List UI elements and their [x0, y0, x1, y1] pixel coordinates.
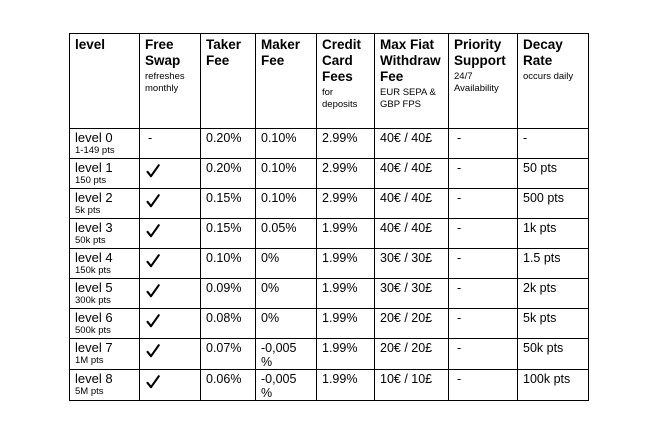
col-header-title: Taker Fee	[206, 37, 242, 68]
col-header-level	[70, 34, 140, 129]
level-points: 150k pts	[75, 265, 111, 276]
col-header-priority-support	[449, 34, 518, 129]
checkmark-icon	[145, 253, 161, 269]
taker-fee-cell	[201, 219, 256, 249]
fiat-withdraw-fee-cell	[375, 189, 449, 219]
col-header-title: Credit Card Fees	[322, 37, 362, 84]
col-header-subtitle: EUR SEPA & GBP FPS	[380, 87, 436, 110]
credit-card-fee-cell	[317, 159, 375, 189]
maker-fee-cell	[256, 129, 317, 159]
priority-support-cell	[449, 370, 518, 401]
maker-fee-value: 0%	[261, 311, 280, 325]
maker-fee-cell	[256, 249, 317, 279]
col-header-taker-fee	[201, 34, 256, 129]
priority-support-cell	[449, 189, 518, 219]
maker-fee-cell	[256, 219, 317, 249]
taker-fee-value: 0.07%	[206, 341, 242, 355]
priority-support-value: -	[457, 311, 462, 325]
taker-fee-value: 0.10%	[206, 251, 242, 265]
taker-fee-value: 0.06%	[206, 372, 242, 386]
fiat-withdraw-fee-value: 20€ / 20£	[380, 341, 433, 355]
credit-card-fee-value: 1.99%	[322, 221, 358, 235]
col-header-title: Free Swap	[145, 37, 181, 68]
credit-card-fee-value: 1.99%	[322, 281, 358, 295]
maker-fee-cell	[256, 370, 317, 401]
priority-support-value: -	[457, 131, 462, 145]
table-row	[70, 309, 589, 339]
maker-fee-value: -0,005 %	[261, 341, 297, 369]
free-swap-cell	[140, 159, 201, 189]
level-name: level 4	[75, 250, 113, 265]
table-row	[70, 129, 589, 159]
fiat-withdraw-fee-cell	[375, 159, 449, 189]
level-name: level 7	[75, 340, 113, 355]
level-cell	[70, 339, 140, 370]
credit-card-fee-value: 1.99%	[322, 372, 358, 386]
taker-fee-value: 0.09%	[206, 281, 242, 295]
table-row	[70, 189, 589, 219]
priority-support-cell	[449, 249, 518, 279]
level-name: level 5	[75, 280, 113, 295]
fiat-withdraw-fee-value: 30€ / 30£	[380, 281, 433, 295]
level-name: level 0	[75, 130, 113, 145]
fiat-withdraw-fee-cell	[375, 219, 449, 249]
col-header-title: level	[75, 37, 106, 52]
col-header-title: Maker Fee	[261, 37, 301, 68]
priority-support-cell	[449, 339, 518, 370]
decay-rate-value: 1k pts	[523, 221, 557, 235]
maker-fee-value: 0.10%	[261, 161, 297, 175]
level-name: level 2	[75, 190, 113, 205]
taker-fee-value: 0.15%	[206, 221, 242, 235]
level-cell	[70, 219, 140, 249]
col-header-subtitle: for deposits	[322, 87, 358, 110]
fiat-withdraw-fee-value: 10€ / 10£	[380, 372, 433, 386]
checkmark-icon	[145, 223, 161, 239]
col-header-subtitle: refreshes monthly	[145, 71, 185, 94]
taker-fee-value: 0.08%	[206, 311, 242, 325]
maker-fee-cell	[256, 309, 317, 339]
level-points: 300k pts	[75, 295, 111, 306]
col-header-credit-card-fees	[317, 34, 375, 129]
credit-card-fee-value: 2.99%	[322, 161, 358, 175]
fiat-withdraw-fee-value: 40€ / 40£	[380, 191, 433, 205]
fiat-withdraw-fee-cell	[375, 309, 449, 339]
fiat-withdraw-fee-cell	[375, 370, 449, 401]
level-cell	[70, 249, 140, 279]
decay-rate-value: -	[523, 131, 528, 145]
level-points: 150 pts	[75, 175, 107, 186]
credit-card-fee-value: 2.99%	[322, 191, 358, 205]
free-swap-value: -	[148, 131, 153, 145]
col-header-title: Max Fiat Withdraw Fee	[380, 37, 441, 84]
checkmark-icon	[145, 343, 161, 359]
level-points: 5k pts	[75, 205, 101, 216]
maker-fee-value: 0.10%	[261, 191, 297, 205]
taker-fee-cell	[201, 129, 256, 159]
checkmark-icon	[145, 193, 161, 209]
credit-card-fee-cell	[317, 309, 375, 339]
free-swap-cell	[140, 309, 201, 339]
maker-fee-cell	[256, 189, 317, 219]
credit-card-fee-cell	[317, 129, 375, 159]
free-swap-cell	[140, 279, 201, 309]
level-points: 50k pts	[75, 235, 106, 246]
decay-rate-value: 50k pts	[523, 341, 564, 355]
maker-fee-value: 0.10%	[261, 131, 297, 145]
priority-support-cell	[449, 279, 518, 309]
col-header-subtitle: 24/7 Availability	[454, 71, 499, 94]
taker-fee-cell	[201, 159, 256, 189]
priority-support-cell	[449, 159, 518, 189]
priority-support-value: -	[457, 221, 462, 235]
taker-fee-cell	[201, 279, 256, 309]
decay-rate-value: 500 pts	[523, 191, 565, 205]
level-points: 1-149 pts	[75, 145, 115, 156]
credit-card-fee-value: 1.99%	[322, 341, 358, 355]
free-swap-cell	[140, 339, 201, 370]
priority-support-value: -	[457, 281, 462, 295]
taker-fee-cell	[201, 370, 256, 401]
maker-fee-value: 0%	[261, 281, 280, 295]
table-row	[70, 370, 589, 401]
col-header-maker-fee	[256, 34, 317, 129]
fiat-withdraw-fee-cell	[375, 339, 449, 370]
decay-rate-value: 2k pts	[523, 281, 557, 295]
level-points: 500k pts	[75, 325, 111, 336]
fee-tier-table	[69, 33, 589, 401]
taker-fee-cell	[201, 339, 256, 370]
level-cell	[70, 370, 140, 401]
level-name: level 6	[75, 310, 113, 325]
priority-support-value: -	[457, 191, 462, 205]
priority-support-value: -	[457, 161, 462, 175]
priority-support-value: -	[457, 372, 462, 386]
table-row	[70, 339, 589, 370]
taker-fee-cell	[201, 189, 256, 219]
fiat-withdraw-fee-value: 20€ / 20£	[380, 311, 433, 325]
decay-rate-cell	[518, 249, 589, 279]
decay-rate-cell	[518, 219, 589, 249]
col-header-title: Decay Rate	[523, 37, 563, 68]
credit-card-fee-value: 1.99%	[322, 311, 358, 325]
free-swap-cell	[140, 249, 201, 279]
priority-support-value: -	[457, 251, 462, 265]
table-row	[70, 249, 589, 279]
credit-card-fee-cell	[317, 219, 375, 249]
decay-rate-cell	[518, 129, 589, 159]
priority-support-cell	[449, 219, 518, 249]
maker-fee-value: -0,005 %	[261, 372, 297, 400]
checkmark-icon	[145, 374, 161, 390]
free-swap-cell	[140, 189, 201, 219]
priority-support-cell	[449, 129, 518, 159]
level-name: level 8	[75, 371, 113, 386]
decay-rate-value: 100k pts	[523, 372, 571, 386]
level-name: level 3	[75, 220, 113, 235]
col-header-decay-rate	[518, 34, 589, 129]
credit-card-fee-cell	[317, 249, 375, 279]
table-row	[70, 159, 589, 189]
taker-fee-value: 0.15%	[206, 191, 242, 205]
taker-fee-value: 0.20%	[206, 131, 242, 145]
taker-fee-cell	[201, 309, 256, 339]
checkmark-icon	[145, 313, 161, 329]
decay-rate-value: 1.5 pts	[523, 251, 561, 265]
table-row	[70, 279, 589, 309]
checkmark-icon	[145, 283, 161, 299]
free-swap-cell	[140, 219, 201, 249]
decay-rate-cell	[518, 189, 589, 219]
decay-rate-value: 5k pts	[523, 311, 557, 325]
credit-card-fee-cell	[317, 339, 375, 370]
maker-fee-value: 0%	[261, 251, 280, 265]
taker-fee-cell	[201, 249, 256, 279]
free-swap-cell	[140, 370, 201, 401]
decay-rate-cell	[518, 279, 589, 309]
credit-card-fee-cell	[317, 279, 375, 309]
level-points: 5M pts	[75, 386, 104, 397]
maker-fee-value: 0.05%	[261, 221, 297, 235]
free-swap-cell	[140, 129, 201, 159]
fiat-withdraw-fee-cell	[375, 279, 449, 309]
fiat-withdraw-fee-value: 40€ / 40£	[380, 131, 433, 145]
decay-rate-cell	[518, 309, 589, 339]
maker-fee-cell	[256, 159, 317, 189]
checkmark-icon	[145, 163, 161, 179]
level-points: 1M pts	[75, 355, 104, 366]
credit-card-fee-cell	[317, 370, 375, 401]
priority-support-value: -	[457, 341, 462, 355]
fiat-withdraw-fee-cell	[375, 249, 449, 279]
decay-rate-cell	[518, 339, 589, 370]
col-header-title: Priority Support	[454, 37, 506, 68]
level-name: level 1	[75, 160, 113, 175]
level-cell	[70, 309, 140, 339]
priority-support-cell	[449, 309, 518, 339]
col-header-max-fiat-withdraw-fee	[375, 34, 449, 129]
decay-rate-cell	[518, 159, 589, 189]
header-row	[70, 34, 589, 129]
credit-card-fee-value: 2.99%	[322, 131, 358, 145]
level-cell	[70, 159, 140, 189]
level-cell	[70, 129, 140, 159]
col-header-subtitle: occurs daily	[523, 71, 574, 82]
fiat-withdraw-fee-value: 40€ / 40£	[380, 221, 433, 235]
decay-rate-value: 50 pts	[523, 161, 558, 175]
taker-fee-value: 0.20%	[206, 161, 242, 175]
maker-fee-cell	[256, 279, 317, 309]
level-cell	[70, 189, 140, 219]
level-cell	[70, 279, 140, 309]
maker-fee-cell	[256, 339, 317, 370]
col-header-free-swap	[140, 34, 201, 129]
fiat-withdraw-fee-value: 30€ / 30£	[380, 251, 433, 265]
decay-rate-cell	[518, 370, 589, 401]
credit-card-fee-value: 1.99%	[322, 251, 358, 265]
credit-card-fee-cell	[317, 189, 375, 219]
table-row	[70, 219, 589, 249]
fiat-withdraw-fee-value: 40€ / 40£	[380, 161, 433, 175]
fiat-withdraw-fee-cell	[375, 129, 449, 159]
